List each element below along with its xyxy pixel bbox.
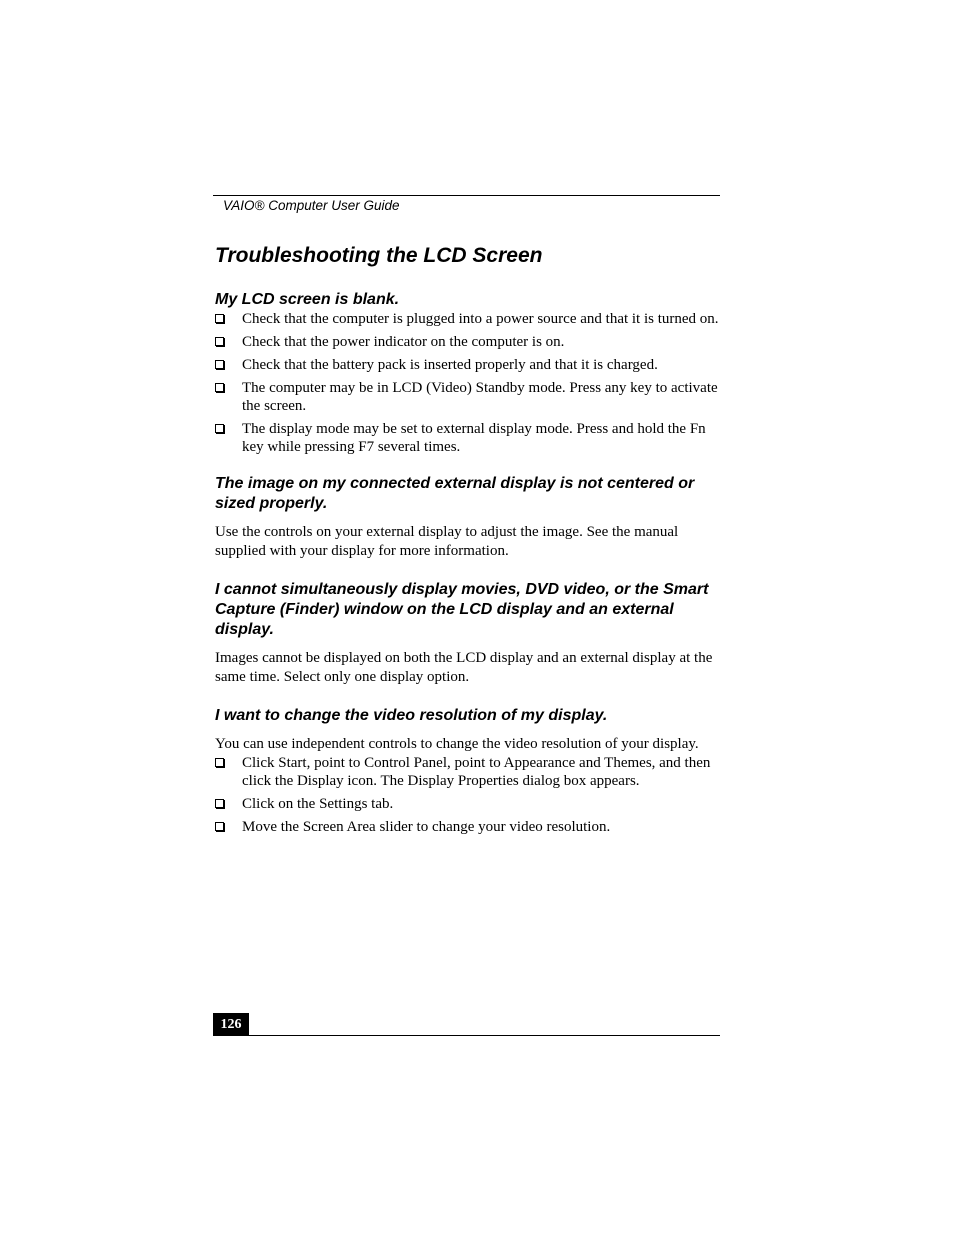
checkbox-bullet-icon (215, 360, 224, 369)
section-heading: I want to change the video resolution of my display. (215, 707, 608, 724)
section-heading: My LCD screen is blank. (215, 291, 400, 308)
page-number: 126 (213, 1013, 249, 1036)
section-external-display-centering (215, 474, 720, 561)
footer-rule (213, 1035, 720, 1036)
list-item-text: Check that the battery pack is inserted properly and that it is charged. (242, 357, 658, 373)
checkbox-bullet-icon (215, 822, 224, 831)
list-item-text: Check that the power indicator on the computer is on. (242, 334, 565, 350)
list-item (215, 379, 720, 415)
list-item (215, 795, 720, 813)
section-video-resolution (215, 706, 720, 836)
list-item (215, 754, 720, 790)
section-heading: I cannot simultaneously display movies, DVD video, or the Smart Capture (Finder) window on the LCD display and an external display. (215, 581, 709, 638)
checkbox-bullet-icon (215, 758, 224, 767)
list-item-text: The display mode may be set to external display mode. Press and hold the Fn key while pressing F7 several times. (242, 421, 706, 455)
page-title: Troubleshooting the LCD Screen (215, 244, 543, 267)
section-paragraph: Images cannot be displayed on both the LCD display and an external display at the same time. Select only one display option. (215, 650, 713, 685)
document-page (213, 0, 720, 1235)
list-item-text: Check that the computer is plugged into a power source and that it is turned on. (242, 311, 719, 327)
page-content (215, 242, 720, 836)
list-item (215, 356, 720, 374)
checkbox-bullet-icon (215, 337, 224, 346)
running-head: VAIO® Computer User Guide (223, 198, 400, 213)
section-blank-screen (215, 290, 720, 456)
list-item-text: The computer may be in LCD (Video) Standby mode. Press any key to activate the screen. (242, 380, 718, 414)
section-simultaneous-display (215, 580, 720, 687)
list-item (215, 310, 720, 328)
section-paragraph: Use the controls on your external display to adjust the image. See the manual supplied with your display for more information. (215, 524, 679, 559)
list-item-text: Click on the Settings tab. (242, 796, 394, 812)
list-item (215, 333, 720, 351)
checkbox-bullet-icon (215, 383, 224, 392)
checklist (215, 754, 720, 836)
section-paragraph: You can use independent controls to change the video resolution of your display. (215, 736, 699, 752)
section-heading: The image on my connected external display is not centered or sized properly. (215, 475, 695, 512)
checklist (215, 310, 720, 456)
list-item-text: Click Start, point to Control Panel, point to Appearance and Themes, and then click the Display icon. The Display Properties dialog box appears. (242, 755, 711, 789)
checkbox-bullet-icon (215, 314, 224, 323)
list-item (215, 818, 720, 836)
list-item (215, 420, 720, 456)
checkbox-bullet-icon (215, 799, 224, 808)
checkbox-bullet-icon (215, 424, 224, 433)
header-rule (213, 195, 720, 196)
list-item-text: Move the Screen Area slider to change your video resolution. (242, 819, 611, 835)
